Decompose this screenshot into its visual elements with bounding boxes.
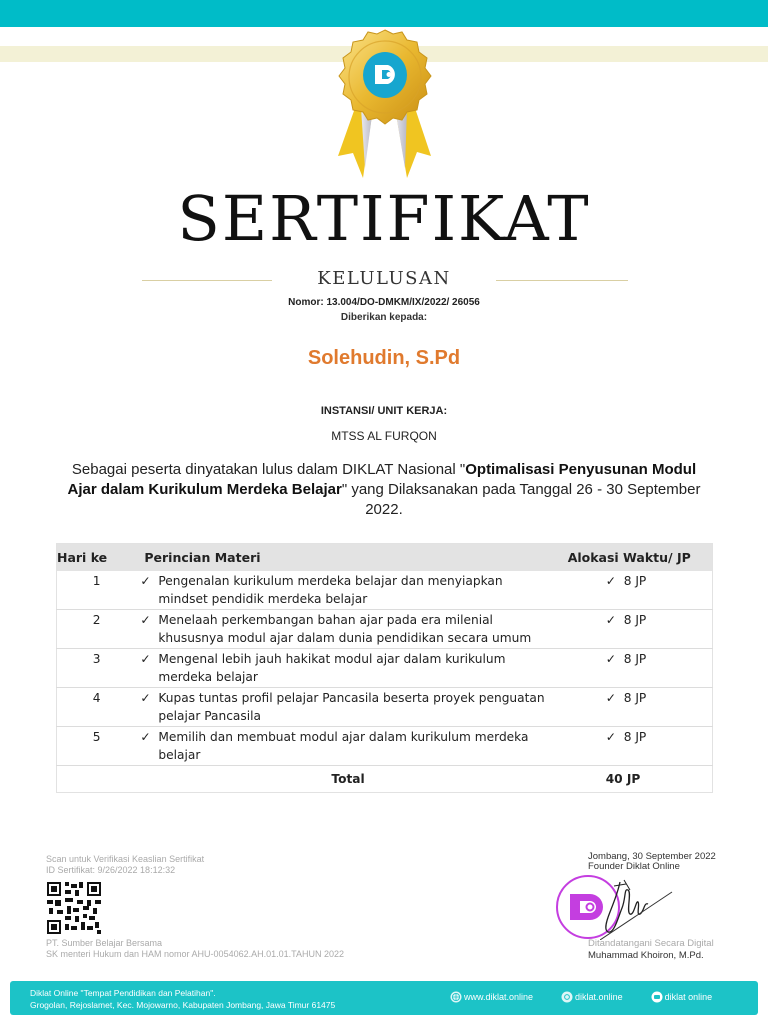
check-icon: ✓ [140, 729, 151, 744]
header-day: Hari ke [57, 544, 137, 571]
instagram-link[interactable] [561, 991, 623, 1003]
footer-address [30, 987, 335, 1011]
table-row [57, 609, 713, 648]
scan-text: Scan untuk Verifikasi Keaslian Sertifikat [46, 854, 205, 864]
row-day: 4 [57, 687, 137, 726]
check-icon: ✓ [140, 573, 151, 588]
certificate-id: ID Sertifikat: 9/26/2022 18:12:32 [46, 865, 176, 875]
row-day: 1 [57, 571, 137, 610]
qr-code-icon[interactable] [47, 882, 101, 934]
row-jp: 8 JP [623, 612, 647, 627]
company-info [46, 938, 344, 960]
table-row [57, 571, 713, 610]
recipient-name: Solehudin, S.Pd [307, 347, 461, 369]
certificate-title: SERTIFIKAT [177, 182, 591, 255]
row-material: Memilih dan membuat modul ajar dalam kurikulum merdeka belajar [158, 729, 529, 762]
table-row [57, 726, 713, 765]
statement-prefix: Sebagai peserta dinyatakan lulus dalam DIKLAT Nasional " [71, 461, 466, 478]
row-material: Mengenal lebih jauh hakikat modul ajar dalam kurikulum merdeka belajar [158, 651, 506, 684]
total-row [57, 765, 713, 792]
row-day: 5 [57, 726, 137, 765]
row-day: 2 [57, 609, 137, 648]
check-icon: ✓ [140, 612, 151, 627]
instagram-icon [561, 991, 573, 1003]
statement-suffix: " yang Dilaksanakan pada Tanggal 26 - 30 September 2022. [341, 481, 701, 518]
signature-icon [600, 878, 680, 940]
check-icon: ✓ [140, 651, 151, 666]
check-icon: ✓ [140, 690, 151, 705]
completion-statement [60, 460, 708, 520]
divider-right [496, 280, 628, 281]
row-jp: 8 JP [623, 651, 647, 666]
given-to-label: Diberikan kepada: [340, 312, 428, 323]
footer-tagline: Diklat Online "Tempat Pendidikan dan Pelatihan". [30, 988, 216, 998]
row-material: Menelaah perkembangan bahan ajar pada era milenial khususnya modul ajar dalam dunia pendidikan secara umum [158, 612, 532, 645]
footer-bar [10, 981, 758, 1015]
footer-location: Grogolan, Rejoslamet, Kec. Mojowarno, Kabupaten Jombang, Jawa Timur 61475 [30, 1000, 336, 1010]
certificate-number: Nomor: 13.004/DO-DMKM/IX/2022/ 26056 [288, 297, 480, 308]
signer-role: Founder Diklat Online [588, 861, 680, 872]
top-bar [0, 0, 768, 27]
signature-header [588, 852, 716, 872]
subtitle-row [0, 268, 768, 290]
check-icon: ✓ [605, 651, 616, 666]
youtube-link[interactable] [651, 991, 713, 1003]
check-icon: ✓ [605, 690, 616, 705]
table-row [57, 648, 713, 687]
instagram-text: diklat.online [575, 992, 623, 1002]
total-value: 40 JP [605, 771, 641, 786]
signer-name: Muhammad Khoiron, M.Pd. [588, 950, 704, 961]
website-text: www.diklat.online [464, 992, 534, 1002]
youtube-text: diklat online [664, 992, 713, 1002]
table-row [57, 687, 713, 726]
row-material: Pengenalan kurikulum merdeka belajar dan menyiapkan mindset pendidik merdeka belajar [158, 573, 503, 606]
row-jp: 8 JP [623, 573, 647, 588]
certificate-subtitle: KELULUSAN [317, 268, 451, 289]
institution-value: MTSS AL FURQON [331, 429, 437, 443]
digital-sign-note: Ditandatangani Secara Digital [588, 938, 714, 949]
verification-info [46, 854, 204, 876]
row-day: 3 [57, 648, 137, 687]
material-table [56, 543, 713, 793]
check-icon: ✓ [605, 573, 616, 588]
header-material: Perincian Materi [136, 544, 555, 571]
check-icon: ✓ [605, 612, 616, 627]
company-name: PT. Sumber Belajar Bersama [46, 938, 163, 948]
row-material: Kupas tuntas profil pelajar Pancasila beserta proyek penguatan pelajar Pancasila [158, 690, 545, 723]
check-icon: ✓ [605, 729, 616, 744]
footer-links [450, 991, 740, 1003]
total-label: Total [331, 771, 365, 786]
row-jp: 8 JP [623, 690, 647, 705]
course-title: Optimalisasi Penyusunan Modul Ajar dalam Kurikulum Merdeka Belajar [67, 461, 697, 498]
header-allocation: Alokasi Waktu/ JP [556, 544, 713, 571]
institution-label: INSTANSI/ UNIT KERJA: [320, 405, 448, 417]
youtube-icon [651, 991, 663, 1003]
medal-icon [333, 28, 437, 178]
sign-place-date: Jombang, 30 September 2022 [588, 851, 716, 862]
website-link[interactable] [450, 991, 533, 1003]
row-jp: 8 JP [623, 729, 647, 744]
table-header-row [57, 544, 713, 571]
globe-icon [450, 991, 462, 1003]
company-legal: SK menteri Hukum dan HAM nomor AHU-0054062.AH.01.01.TAHUN 2022 [46, 949, 344, 959]
